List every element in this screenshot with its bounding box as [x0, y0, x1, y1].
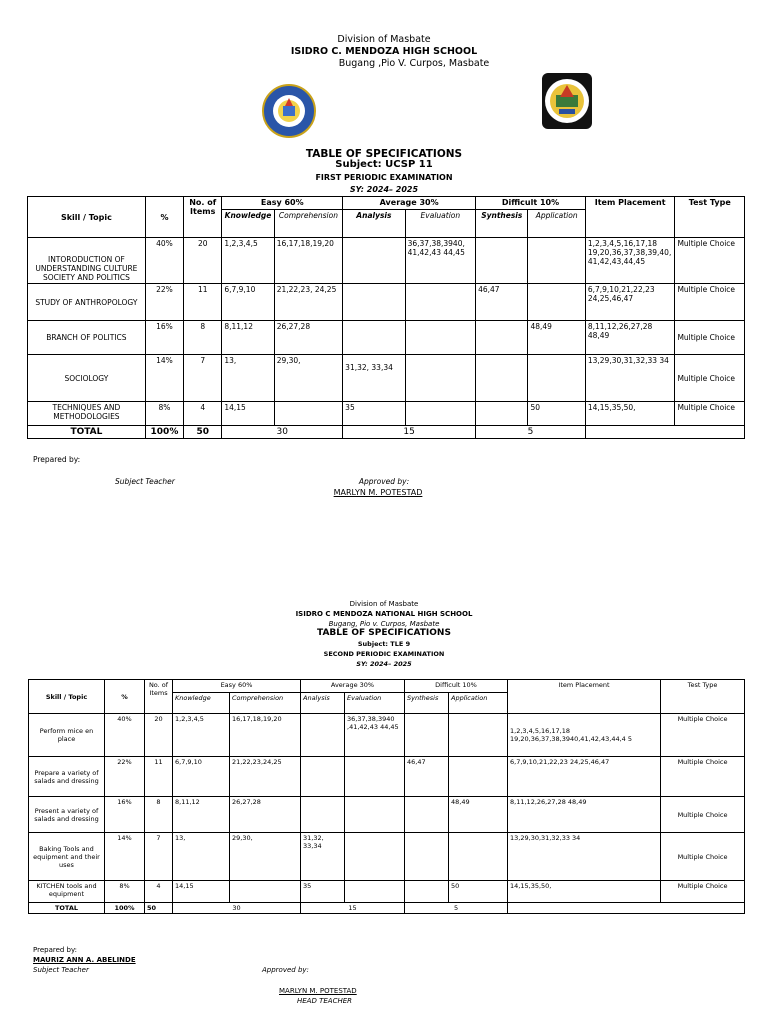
total-row	[29, 903, 745, 914]
percent-cell: 22%	[145, 284, 183, 321]
application-cell	[528, 238, 585, 284]
placement-cell: 8,11,12,26,27,28 48,49	[508, 797, 661, 833]
evaluation-cell	[405, 284, 476, 321]
analysis-cell	[301, 757, 345, 797]
total-items: 50	[184, 426, 222, 439]
header-average: Average 30%	[343, 197, 476, 210]
total-difficult: 5	[405, 903, 508, 914]
doc2-title: TABLE OF SPECIFICATIONS	[317, 628, 451, 638]
table-row	[29, 797, 745, 833]
header-item-placement: Item Placement	[508, 680, 661, 714]
topic-cell: Present a variety of salads and dressing	[29, 797, 105, 833]
knowledge-cell: 1,2,3,4,5	[222, 238, 274, 284]
total-label: TOTAL	[28, 426, 146, 439]
analysis-cell	[343, 284, 405, 321]
synthesis-cell	[476, 238, 528, 284]
synthesis-cell	[405, 881, 449, 903]
percent-cell: 22%	[105, 757, 145, 797]
percent-cell: 14%	[145, 355, 183, 402]
knowledge-cell: 1,2,3,4,5	[173, 714, 230, 757]
doc2-school-name: ISIDRO C MENDOZA NATIONAL HIGH SCHOOL	[295, 610, 473, 618]
comprehension-cell: 29,30,	[230, 833, 301, 881]
doc1-approver-name: MARLYN M. POTESTAD	[333, 488, 423, 497]
header-comprehension: Comprehension	[230, 693, 301, 714]
knowledge-cell: 14,15	[173, 881, 230, 903]
test-type-cell: Multiple Choice	[661, 881, 745, 903]
header-synthesis: Synthesis	[405, 693, 449, 714]
total-easy: 30	[173, 903, 301, 914]
test-type-cell: Multiple Choice	[675, 284, 745, 321]
doc1-school-year: SY: 2024– 2025	[349, 185, 419, 194]
topic-cell: BRANCH OF POLITICS	[28, 321, 146, 355]
placement-cell: 14,15,35,50,	[585, 402, 675, 426]
table-row	[28, 402, 745, 426]
comprehension-cell: 16,17,18,19,20	[230, 714, 301, 757]
placement-cell: 1,2,3,4,5,16,17,18 19,20,36,37,38,3940,41,42,43,44,4 5	[508, 714, 661, 757]
application-cell: 50	[449, 881, 508, 903]
header-average: Average 30%	[301, 680, 405, 693]
analysis-cell: 31,32, 33,34	[343, 355, 405, 402]
synthesis-cell	[405, 833, 449, 881]
evaluation-cell	[405, 402, 476, 426]
topic-cell: Perform mice en place	[29, 714, 105, 757]
total-average: 15	[343, 426, 476, 439]
doc2-school-year: SY: 2024– 2025	[356, 660, 412, 668]
percent-cell: 16%	[145, 321, 183, 355]
doc1-division: Division of Masbate	[337, 34, 431, 45]
application-cell	[449, 757, 508, 797]
items-cell: 7	[145, 833, 173, 881]
total-blank	[508, 903, 745, 914]
doc1-approved-by: Approved by:	[358, 477, 410, 486]
comprehension-cell: 29,30,	[274, 355, 342, 402]
topic-cell: Baking Tools and equipment and their uses	[29, 833, 105, 881]
synthesis-cell	[476, 321, 528, 355]
doc1-school-name: ISIDRO C. MENDOZA HIGH SCHOOL	[290, 46, 478, 57]
percent-cell: 40%	[105, 714, 145, 757]
test-type-cell: Multiple Choice	[661, 833, 745, 881]
percent-cell: 8%	[105, 881, 145, 903]
doc1-exam: FIRST PERIODIC EXAMINATION	[315, 173, 453, 182]
topic-cell: Prepare a variety of salads and dressing	[29, 757, 105, 797]
analysis-cell	[301, 797, 345, 833]
placement-cell: 8,11,12,26,27,28 48,49	[585, 321, 675, 355]
placement-cell: 13,29,30,31,32,33 34	[508, 833, 661, 881]
doc2-prepared-by: Prepared by:	[33, 946, 77, 954]
doc2-approved-by: Approved by:	[262, 966, 309, 974]
topic-cell: SOCIOLOGY	[28, 355, 146, 402]
deped-seal-icon	[262, 84, 316, 138]
test-type-cell: Multiple Choice	[675, 355, 745, 402]
application-cell: 48,49	[528, 321, 585, 355]
header-application: Application	[449, 693, 508, 714]
application-cell: 48,49	[449, 797, 508, 833]
header-test-type: Test Type	[661, 680, 745, 714]
doc1-subject: Subject: UCSP 11	[335, 159, 433, 170]
total-blank	[585, 426, 744, 439]
items-cell: 11	[184, 284, 222, 321]
synthesis-cell: 46,47	[405, 757, 449, 797]
doc2-subject-teacher: Subject Teacher	[33, 966, 89, 974]
placement-cell: 14,15,35,50,	[508, 881, 661, 903]
percent-cell: 40%	[145, 238, 183, 284]
knowledge-cell: 14,15	[222, 402, 274, 426]
comprehension-cell: 21,22,23, 24,25	[274, 284, 342, 321]
analysis-cell	[343, 238, 405, 284]
doc2-division: Division of Masbate	[349, 600, 419, 608]
evaluation-cell	[345, 833, 405, 881]
application-cell	[449, 833, 508, 881]
synthesis-cell	[405, 714, 449, 757]
topic-cell: INTORODUCTION OF UNDERSTANDING CULTURE SOCIETY AND POLITICS	[28, 238, 146, 284]
application-cell	[528, 355, 585, 402]
percent-cell: 16%	[105, 797, 145, 833]
header-percent: %	[145, 197, 183, 238]
evaluation-cell: 36,37,38,3940, 41,42,43 44,45	[405, 238, 476, 284]
placement-cell: 1,2,3,4,5,16,17,18 19,20,36,37,38,39,40, 41,42,43,44,45	[585, 238, 675, 284]
topic-cell: STUDY OF ANTHROPOLOGY	[28, 284, 146, 321]
header-application: Application	[528, 210, 585, 238]
header-no-of-items: No. of Items	[184, 197, 222, 238]
test-type-cell: Multiple Choice	[675, 321, 745, 355]
doc2-approver-name: MARLYN M. POTESTAD	[279, 987, 357, 995]
header-skill-topic: Skill / Topic	[29, 680, 105, 714]
synthesis-cell	[476, 402, 528, 426]
total-label: TOTAL	[29, 903, 105, 914]
header-synthesis: Synthesis	[476, 210, 528, 238]
header-knowledge: Knowledge	[173, 693, 230, 714]
total-average: 15	[301, 903, 405, 914]
comprehension-cell: 26,27,28	[230, 797, 301, 833]
topic-cell: KITCHEN tools and equipment	[29, 881, 105, 903]
items-cell: 4	[184, 402, 222, 426]
table-row	[28, 238, 745, 284]
doc1-title: TABLE OF SPECIFICATIONS	[305, 148, 463, 160]
header-skill-topic: Skill / Topic	[28, 197, 146, 238]
table-row	[28, 284, 745, 321]
test-type-cell: Multiple Choice	[675, 402, 745, 426]
items-cell: 20	[184, 238, 222, 284]
test-type-cell: Multiple Choice	[661, 797, 745, 833]
doc2-preparer-name: MAURIZ ANN A. ABELINDE	[33, 956, 136, 964]
analysis-cell	[343, 321, 405, 355]
knowledge-cell: 8,11,12	[173, 797, 230, 833]
table-row	[29, 833, 745, 881]
test-type-cell: Multiple Choice	[661, 757, 745, 797]
knowledge-cell: 6,7,9,10	[173, 757, 230, 797]
comprehension-cell: 26,27,28	[274, 321, 342, 355]
total-easy: 30	[222, 426, 343, 439]
synthesis-cell	[476, 355, 528, 402]
evaluation-cell	[405, 321, 476, 355]
header-evaluation: Evaluation	[345, 693, 405, 714]
evaluation-cell: 36,37,38,3940 ,41,42,43 44,45	[345, 714, 405, 757]
table-row	[28, 355, 745, 402]
evaluation-cell	[405, 355, 476, 402]
header-comprehension: Comprehension	[274, 210, 342, 238]
analysis-cell: 35	[343, 402, 405, 426]
header-easy: Easy 60%	[173, 680, 301, 693]
table-row	[29, 757, 745, 797]
synthesis-cell	[405, 797, 449, 833]
items-cell: 7	[184, 355, 222, 402]
deped-seal-graphic	[264, 86, 314, 136]
total-difficult: 5	[476, 426, 586, 439]
header-difficult: Difficult 10%	[405, 680, 508, 693]
items-cell: 4	[145, 881, 173, 903]
application-cell: 50	[528, 402, 585, 426]
header-analysis: Analysis	[343, 210, 405, 238]
header-knowledge: Knowledge	[222, 210, 274, 238]
analysis-cell: 35	[301, 881, 345, 903]
evaluation-cell	[345, 881, 405, 903]
doc1-address: Bugang ,Pio V. Curpos, Masbate	[338, 58, 490, 69]
items-cell: 20	[145, 714, 173, 757]
test-type-cell: Multiple Choice	[675, 238, 745, 284]
placement-cell: 6,7,9,10,21,22,23 24,25,46,47	[508, 757, 661, 797]
total-items: 50	[145, 903, 173, 914]
doc2-exam: SECOND PERIODIC EXAMINATION	[323, 650, 445, 658]
placement-cell: 13,29,30,31,32,33 34	[585, 355, 675, 402]
table-row	[29, 881, 745, 903]
knowledge-cell: 13,	[222, 355, 274, 402]
header-difficult: Difficult 10%	[476, 197, 586, 210]
application-cell	[449, 714, 508, 757]
comprehension-cell	[230, 881, 301, 903]
comprehension-cell: 21,22,23,24,25	[230, 757, 301, 797]
total-percent: 100%	[145, 426, 183, 439]
doc2-specification-table	[28, 679, 745, 914]
knowledge-cell: 13,	[173, 833, 230, 881]
header-no-of-items: No. of Items	[145, 680, 173, 714]
knowledge-cell: 8,11,12	[222, 321, 274, 355]
items-cell: 11	[145, 757, 173, 797]
total-percent: 100%	[105, 903, 145, 914]
comprehension-cell	[274, 402, 342, 426]
doc1-specification-table	[27, 196, 745, 439]
test-type-cell: Multiple Choice	[661, 714, 745, 757]
doc1-subject-teacher: Subject Teacher	[115, 477, 175, 486]
application-cell	[528, 284, 585, 321]
percent-cell: 8%	[145, 402, 183, 426]
analysis-cell	[301, 714, 345, 757]
evaluation-cell	[345, 757, 405, 797]
header-analysis: Analysis	[301, 693, 345, 714]
doc2-approver-title: HEAD TEACHER	[297, 997, 353, 1005]
total-row	[28, 426, 745, 439]
knowledge-cell: 6,7,9,10	[222, 284, 274, 321]
items-cell: 8	[184, 321, 222, 355]
placement-cell: 6,7,9,10,21,22,23 24,25,46,47	[585, 284, 675, 321]
school-seal-icon	[542, 73, 592, 129]
percent-cell: 14%	[105, 833, 145, 881]
header-test-type: Test Type	[675, 197, 745, 238]
synthesis-cell: 46,47	[476, 284, 528, 321]
topic-cell: TECHNIQUES AND METHODOLOGIES	[28, 402, 146, 426]
table-row	[29, 714, 745, 757]
items-cell: 8	[145, 797, 173, 833]
header-item-placement: Item Placement	[585, 197, 675, 238]
analysis-cell: 31,32, 33,34	[301, 833, 345, 881]
header-percent: %	[105, 680, 145, 714]
comprehension-cell: 16,17,18,19,20	[274, 238, 342, 284]
doc2-subject: Subject: TLE 9	[357, 640, 411, 648]
evaluation-cell	[345, 797, 405, 833]
school-seal-graphic	[542, 73, 592, 129]
header-evaluation: Evaluation	[405, 210, 476, 238]
header-easy: Easy 60%	[222, 197, 343, 210]
table-row	[28, 321, 745, 355]
doc1-prepared-by: Prepared by:	[33, 455, 81, 464]
doc2-address: Bugang, Pio v. Curpos, Masbate	[328, 620, 440, 628]
